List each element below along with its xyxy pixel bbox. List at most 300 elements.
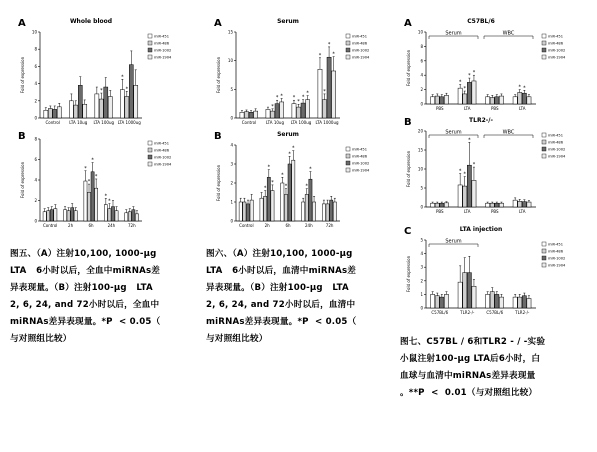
bar bbox=[95, 94, 99, 118]
bar bbox=[128, 212, 131, 221]
bar bbox=[132, 210, 135, 221]
significance-star: * bbox=[100, 88, 103, 95]
y-axis-label: Fold of expression bbox=[406, 255, 411, 293]
bar bbox=[305, 194, 308, 221]
bar bbox=[125, 213, 128, 221]
y-tick-label: 0 bbox=[34, 115, 37, 121]
bar bbox=[292, 160, 295, 221]
significance-star: * bbox=[281, 172, 284, 179]
bar bbox=[115, 211, 118, 221]
caption-line: 血球与血清中miRNAs差异表现量 bbox=[400, 371, 536, 381]
y-tick-label: 8 bbox=[420, 43, 423, 49]
bar bbox=[288, 164, 291, 221]
y-tick-label: 1 bbox=[230, 199, 233, 205]
significance-star: * bbox=[468, 137, 471, 144]
bar bbox=[330, 200, 333, 221]
y-tick-label: 6 bbox=[34, 157, 37, 162]
fig5A-panel bbox=[10, 14, 198, 132]
x-tick-label: LTA 10ug bbox=[69, 120, 88, 125]
bar bbox=[108, 97, 112, 119]
legend-label: miR-486 bbox=[154, 41, 170, 46]
bar bbox=[74, 211, 77, 221]
significance-star: * bbox=[463, 86, 466, 93]
legend-swatch bbox=[148, 34, 152, 38]
bar bbox=[322, 204, 325, 221]
bar bbox=[306, 100, 310, 118]
x-tick-label: C57BL/6 bbox=[486, 310, 504, 315]
fig7B-panel bbox=[396, 113, 592, 221]
bar bbox=[513, 97, 517, 104]
y-axis-label: Fold of expression bbox=[20, 161, 25, 199]
caption-line: 与对照组比较） bbox=[10, 334, 72, 344]
panel-letter: A bbox=[214, 18, 222, 29]
significance-star: * bbox=[472, 70, 476, 77]
bar bbox=[266, 109, 270, 118]
bar bbox=[312, 202, 315, 221]
bar bbox=[518, 92, 522, 104]
y-tick-label: 3 bbox=[420, 264, 423, 270]
caption-line: miRNAs差异表现量。*P < 0.05（ bbox=[206, 317, 357, 327]
significance-star: * bbox=[458, 168, 462, 175]
y-tick-label: 3 bbox=[230, 161, 233, 167]
caption-line: 。**P < 0.01（与对照组比较） bbox=[400, 388, 538, 398]
legend-label: miR-486 bbox=[154, 148, 170, 153]
y-tick-label: 15 bbox=[227, 29, 233, 35]
x-tick-label: PBS bbox=[435, 106, 444, 111]
significance-star: * bbox=[523, 85, 526, 92]
y-tick-label: 4 bbox=[34, 177, 37, 183]
bar bbox=[522, 93, 526, 104]
x-tick-label: LTA 1000ug bbox=[117, 120, 141, 125]
y-tick-label: 10 bbox=[417, 166, 423, 172]
y-tick-label: 0 bbox=[34, 218, 37, 224]
significance-star: * bbox=[518, 84, 521, 91]
bar bbox=[326, 204, 329, 221]
legend-label: miR-1002 bbox=[154, 48, 172, 53]
bar bbox=[280, 102, 284, 118]
chart-title: C57BL/6 bbox=[467, 18, 495, 25]
bar bbox=[302, 202, 305, 221]
bar bbox=[271, 191, 274, 221]
chart-title: TLR2-/- bbox=[469, 117, 493, 124]
bar bbox=[495, 203, 499, 207]
legend-swatch bbox=[148, 148, 152, 152]
chart-title: Serum bbox=[277, 131, 299, 138]
x-tick-label: C57BL/6 bbox=[431, 310, 449, 315]
fig6A-panel bbox=[206, 14, 396, 132]
bar bbox=[431, 294, 435, 308]
y-axis-label: Fold of expression bbox=[216, 164, 221, 202]
significance-star: * bbox=[121, 74, 124, 81]
y-tick-label: 2 bbox=[420, 278, 423, 284]
fig6A-chart bbox=[206, 14, 396, 132]
bar bbox=[246, 204, 249, 221]
bar bbox=[47, 211, 50, 221]
bar bbox=[472, 180, 476, 207]
bar bbox=[327, 57, 331, 118]
bar bbox=[333, 202, 336, 221]
bar bbox=[108, 209, 111, 221]
legend-label: miR-1002 bbox=[352, 48, 370, 53]
bar bbox=[292, 104, 296, 118]
fig5B-panel bbox=[10, 127, 198, 235]
caption-line: 异表现量。（B）注射100-µg LTA bbox=[10, 283, 153, 293]
group-label: WBC bbox=[502, 129, 515, 136]
significance-star: * bbox=[472, 162, 476, 169]
legend-label: miR-451 bbox=[352, 147, 368, 152]
bar bbox=[74, 105, 78, 118]
legend-swatch bbox=[346, 154, 350, 158]
bar bbox=[435, 296, 439, 308]
panel-letter: B bbox=[404, 117, 412, 128]
bar bbox=[99, 99, 103, 118]
legend-label: miR-1904 bbox=[154, 162, 172, 167]
bar bbox=[322, 100, 326, 118]
bar bbox=[275, 104, 279, 118]
x-tick-label: Control bbox=[239, 223, 254, 228]
x-tick-label: PBS bbox=[490, 106, 499, 111]
bar bbox=[513, 200, 517, 207]
bar bbox=[135, 214, 138, 221]
legend-swatch bbox=[346, 168, 350, 172]
significance-star: * bbox=[263, 185, 267, 192]
bar bbox=[244, 112, 248, 118]
bar bbox=[486, 203, 490, 207]
legend-swatch bbox=[346, 161, 350, 165]
y-tick-label: 8 bbox=[34, 46, 37, 52]
significance-star: * bbox=[318, 52, 322, 59]
legend-swatch bbox=[148, 155, 152, 159]
fig5B-chart bbox=[10, 127, 198, 235]
x-tick-label: TLR2-/- bbox=[460, 310, 475, 315]
bar bbox=[57, 107, 61, 118]
bar bbox=[134, 85, 138, 118]
significance-star: * bbox=[280, 93, 283, 100]
group-label: Serum bbox=[445, 30, 462, 37]
significance-star: * bbox=[327, 41, 331, 48]
bar bbox=[84, 181, 87, 221]
x-tick-label: 24h bbox=[107, 223, 116, 228]
fig6B-chart bbox=[206, 127, 396, 235]
bar bbox=[458, 185, 462, 207]
legend-swatch bbox=[542, 140, 546, 144]
bar bbox=[463, 186, 467, 207]
y-tick-label: 0 bbox=[230, 218, 233, 224]
y-tick-label: 2 bbox=[420, 87, 423, 93]
bar bbox=[499, 96, 503, 104]
y-tick-label: 6 bbox=[420, 58, 423, 64]
caption-line: 图七、C57BL / 6和TLR2 - / -实验 bbox=[400, 337, 546, 347]
x-tick-label: LTA 1000ug bbox=[315, 120, 339, 125]
caption-line: miRNAs差异表现量。*P < 0.05（ bbox=[10, 317, 161, 327]
legend-label: miR-451 bbox=[548, 34, 564, 39]
legend-swatch bbox=[542, 154, 546, 158]
significance-star: * bbox=[309, 166, 312, 173]
significance-star: * bbox=[108, 198, 111, 205]
significance-star: * bbox=[104, 193, 108, 200]
legend-label: miR-486 bbox=[548, 140, 564, 145]
x-tick-label: PBS bbox=[490, 209, 499, 214]
significance-star: * bbox=[271, 103, 274, 110]
caption-line: 图五、（A）注射10,100, 1000-µg bbox=[10, 249, 157, 259]
significance-star: * bbox=[323, 88, 326, 95]
significance-star: * bbox=[125, 86, 129, 93]
caption-line: LTA 6小时以后，全血中miRNAs差 bbox=[10, 266, 161, 276]
legend-swatch bbox=[346, 55, 350, 59]
bar bbox=[120, 90, 124, 118]
legend-swatch bbox=[542, 55, 546, 59]
bar bbox=[296, 107, 300, 118]
legend-swatch bbox=[346, 147, 350, 151]
bar bbox=[250, 200, 253, 221]
caption-line: 2, 6, 24, and 72小时以后，全血中 bbox=[10, 300, 160, 310]
bar bbox=[309, 179, 312, 221]
significance-star: * bbox=[94, 173, 98, 180]
legend-label: miR-451 bbox=[154, 34, 170, 39]
panel-letter: C bbox=[404, 226, 412, 237]
significance-star: * bbox=[301, 94, 305, 101]
x-tick-label: 72h bbox=[127, 223, 136, 228]
bar bbox=[495, 97, 499, 104]
bar bbox=[129, 65, 133, 118]
legend-swatch bbox=[346, 48, 350, 52]
bar bbox=[490, 203, 494, 207]
bar bbox=[467, 165, 471, 207]
bar bbox=[444, 95, 448, 104]
bar bbox=[43, 212, 46, 221]
y-axis-label: Fold of expression bbox=[20, 56, 25, 94]
panel-letter: B bbox=[18, 131, 26, 142]
y-tick-label: 15 bbox=[417, 147, 423, 153]
x-tick-label: 6h bbox=[285, 223, 291, 228]
caption-line: LTA 6小时以后，血清中miRNAs差 bbox=[206, 266, 357, 276]
y-tick-label: 0 bbox=[420, 305, 423, 311]
y-tick-label: 2 bbox=[230, 180, 233, 186]
bar bbox=[44, 110, 48, 118]
y-tick-label: 4 bbox=[420, 72, 423, 78]
legend-swatch bbox=[148, 48, 152, 52]
legend-label: miR-1002 bbox=[548, 147, 566, 152]
chart-title: LTA injection bbox=[459, 226, 503, 233]
legend-label: miR-1904 bbox=[154, 55, 172, 60]
bar bbox=[91, 172, 94, 221]
bar bbox=[71, 208, 74, 221]
legend-label: miR-451 bbox=[548, 133, 564, 138]
caption-line: 2, 6, 24, and 72小时以后，血清中 bbox=[206, 300, 356, 310]
legend-swatch bbox=[542, 249, 546, 253]
bar bbox=[267, 177, 270, 221]
bar bbox=[53, 109, 57, 118]
y-tick-label: 5 bbox=[420, 185, 423, 191]
x-tick-label: 6h bbox=[88, 223, 94, 228]
legend-label: miR-1904 bbox=[352, 168, 370, 173]
significance-star: * bbox=[84, 165, 87, 172]
significance-star: * bbox=[267, 164, 271, 171]
x-tick-label: LTA bbox=[463, 106, 471, 111]
y-tick-label: 4 bbox=[230, 142, 233, 148]
bar bbox=[104, 205, 107, 221]
legend-label: miR-1002 bbox=[548, 256, 566, 261]
x-tick-label: LTA bbox=[518, 209, 526, 214]
significance-star: * bbox=[87, 179, 91, 186]
y-tick-label: 0 bbox=[420, 204, 423, 210]
y-tick-label: 2 bbox=[34, 198, 37, 203]
bar bbox=[463, 273, 467, 308]
bar bbox=[254, 111, 258, 118]
bar bbox=[301, 103, 305, 118]
x-tick-label: LTA bbox=[518, 106, 526, 111]
group-label: Serum bbox=[445, 238, 462, 245]
bar bbox=[50, 210, 53, 221]
bar bbox=[281, 183, 284, 221]
y-tick-label: 4 bbox=[420, 251, 423, 257]
bar bbox=[467, 273, 471, 308]
legend-label: miR-1904 bbox=[352, 55, 370, 60]
legend-swatch bbox=[542, 242, 546, 246]
legend-label: miR-451 bbox=[548, 242, 564, 247]
group-label: Serum bbox=[445, 129, 462, 136]
bar bbox=[284, 194, 287, 221]
caption-fig5 bbox=[10, 246, 202, 348]
bar bbox=[486, 294, 490, 308]
y-tick-label: 0 bbox=[230, 115, 233, 121]
bar bbox=[527, 97, 531, 104]
bar bbox=[440, 203, 444, 207]
bar bbox=[270, 111, 274, 118]
bar bbox=[522, 202, 526, 207]
y-tick-label: 10 bbox=[417, 29, 423, 35]
significance-star: * bbox=[292, 145, 295, 152]
y-axis-label: Fold of expression bbox=[406, 49, 411, 87]
x-tick-label: LTA 100ug bbox=[93, 120, 115, 125]
legend-swatch bbox=[542, 147, 546, 151]
bar bbox=[513, 297, 517, 308]
significance-star: * bbox=[468, 73, 471, 80]
panel-letter: B bbox=[214, 131, 222, 142]
significance-star: * bbox=[332, 51, 335, 58]
legend-label: miR-1002 bbox=[548, 48, 566, 53]
chart-title: Whole blood bbox=[69, 18, 113, 25]
fig5A-chart bbox=[10, 14, 198, 132]
legend-swatch bbox=[542, 41, 546, 45]
bar bbox=[318, 69, 322, 118]
legend-label: miR-486 bbox=[352, 154, 368, 159]
bar bbox=[522, 296, 526, 308]
bar bbox=[435, 203, 439, 207]
legend-swatch bbox=[542, 133, 546, 137]
legend-swatch bbox=[148, 141, 152, 145]
legend-label: miR-486 bbox=[548, 249, 564, 254]
y-tick-label: 2 bbox=[34, 98, 37, 104]
fig6B-panel bbox=[206, 127, 396, 235]
legend-label: miR-1904 bbox=[548, 55, 566, 60]
legend-swatch bbox=[148, 41, 152, 45]
bar bbox=[518, 201, 522, 207]
bar bbox=[527, 298, 531, 308]
bar bbox=[54, 209, 57, 221]
bar bbox=[48, 109, 52, 118]
bar bbox=[467, 82, 471, 104]
bar bbox=[125, 97, 129, 119]
bar bbox=[78, 85, 82, 118]
y-tick-label: 5 bbox=[420, 237, 423, 243]
bar bbox=[463, 94, 467, 104]
bar bbox=[472, 81, 476, 104]
caption-line: 小鼠注射100-µg LTA后6小时，白 bbox=[400, 354, 541, 364]
legend-swatch bbox=[148, 162, 152, 166]
legend-swatch bbox=[346, 34, 350, 38]
bar bbox=[490, 98, 494, 104]
x-tick-label: PBS bbox=[435, 209, 444, 214]
bar bbox=[490, 292, 494, 308]
y-tick-label: 6 bbox=[34, 63, 37, 69]
x-tick-label: LTA 100ug bbox=[290, 120, 312, 125]
caption-line: 异表现量。（B）注射100-µg LTA bbox=[206, 283, 349, 293]
bar bbox=[249, 112, 253, 118]
significance-star: * bbox=[275, 95, 279, 102]
legend-label: miR-1002 bbox=[352, 161, 370, 166]
y-tick-label: 0 bbox=[420, 101, 423, 107]
bar bbox=[260, 198, 263, 221]
fig7A-panel bbox=[396, 14, 592, 118]
x-tick-label: TLR2-/- bbox=[515, 310, 530, 315]
x-tick-label: LTA bbox=[463, 209, 471, 214]
legend-label: miR-486 bbox=[548, 41, 564, 46]
legend-swatch bbox=[346, 41, 350, 45]
legend-swatch bbox=[542, 48, 546, 52]
legend-swatch bbox=[542, 263, 546, 267]
x-tick-label: Control bbox=[42, 223, 58, 228]
legend-label: miR-1002 bbox=[154, 155, 172, 160]
fig7A-chart bbox=[396, 14, 592, 118]
bar bbox=[499, 203, 503, 207]
bar bbox=[486, 97, 490, 104]
significance-star: * bbox=[458, 79, 462, 86]
significance-star: * bbox=[271, 179, 274, 186]
significance-star: * bbox=[306, 90, 309, 97]
chart-title: Serum bbox=[277, 18, 299, 25]
legend-label: miR-1904 bbox=[548, 154, 566, 159]
bar bbox=[431, 203, 435, 207]
legend-swatch bbox=[542, 34, 546, 38]
fig7C-panel bbox=[396, 222, 592, 322]
bar bbox=[67, 211, 70, 221]
bar bbox=[444, 203, 448, 207]
significance-star: * bbox=[297, 99, 300, 106]
caption-line: 图六、（A）注射10,100, 1000-µg bbox=[206, 249, 353, 259]
x-tick-label: 24h bbox=[304, 223, 313, 228]
x-tick-label: 2h bbox=[264, 223, 270, 228]
x-tick-label: 2h bbox=[68, 223, 74, 228]
bar bbox=[240, 112, 244, 118]
y-tick-label: 5 bbox=[230, 86, 233, 92]
legend-swatch bbox=[542, 256, 546, 260]
bar bbox=[495, 294, 499, 308]
caption-line: 与对照组比较） bbox=[206, 334, 268, 344]
significance-star: * bbox=[288, 151, 291, 158]
bar bbox=[332, 71, 336, 118]
caption-fig6 bbox=[206, 246, 398, 348]
bar bbox=[444, 294, 448, 308]
bar bbox=[264, 196, 267, 221]
bar bbox=[104, 87, 108, 118]
bar bbox=[499, 297, 503, 308]
y-tick-label: 10 bbox=[31, 29, 37, 35]
bar bbox=[95, 188, 98, 221]
bar bbox=[435, 96, 439, 104]
y-tick-label: 8 bbox=[34, 136, 37, 142]
y-tick-label: 10 bbox=[227, 58, 233, 64]
